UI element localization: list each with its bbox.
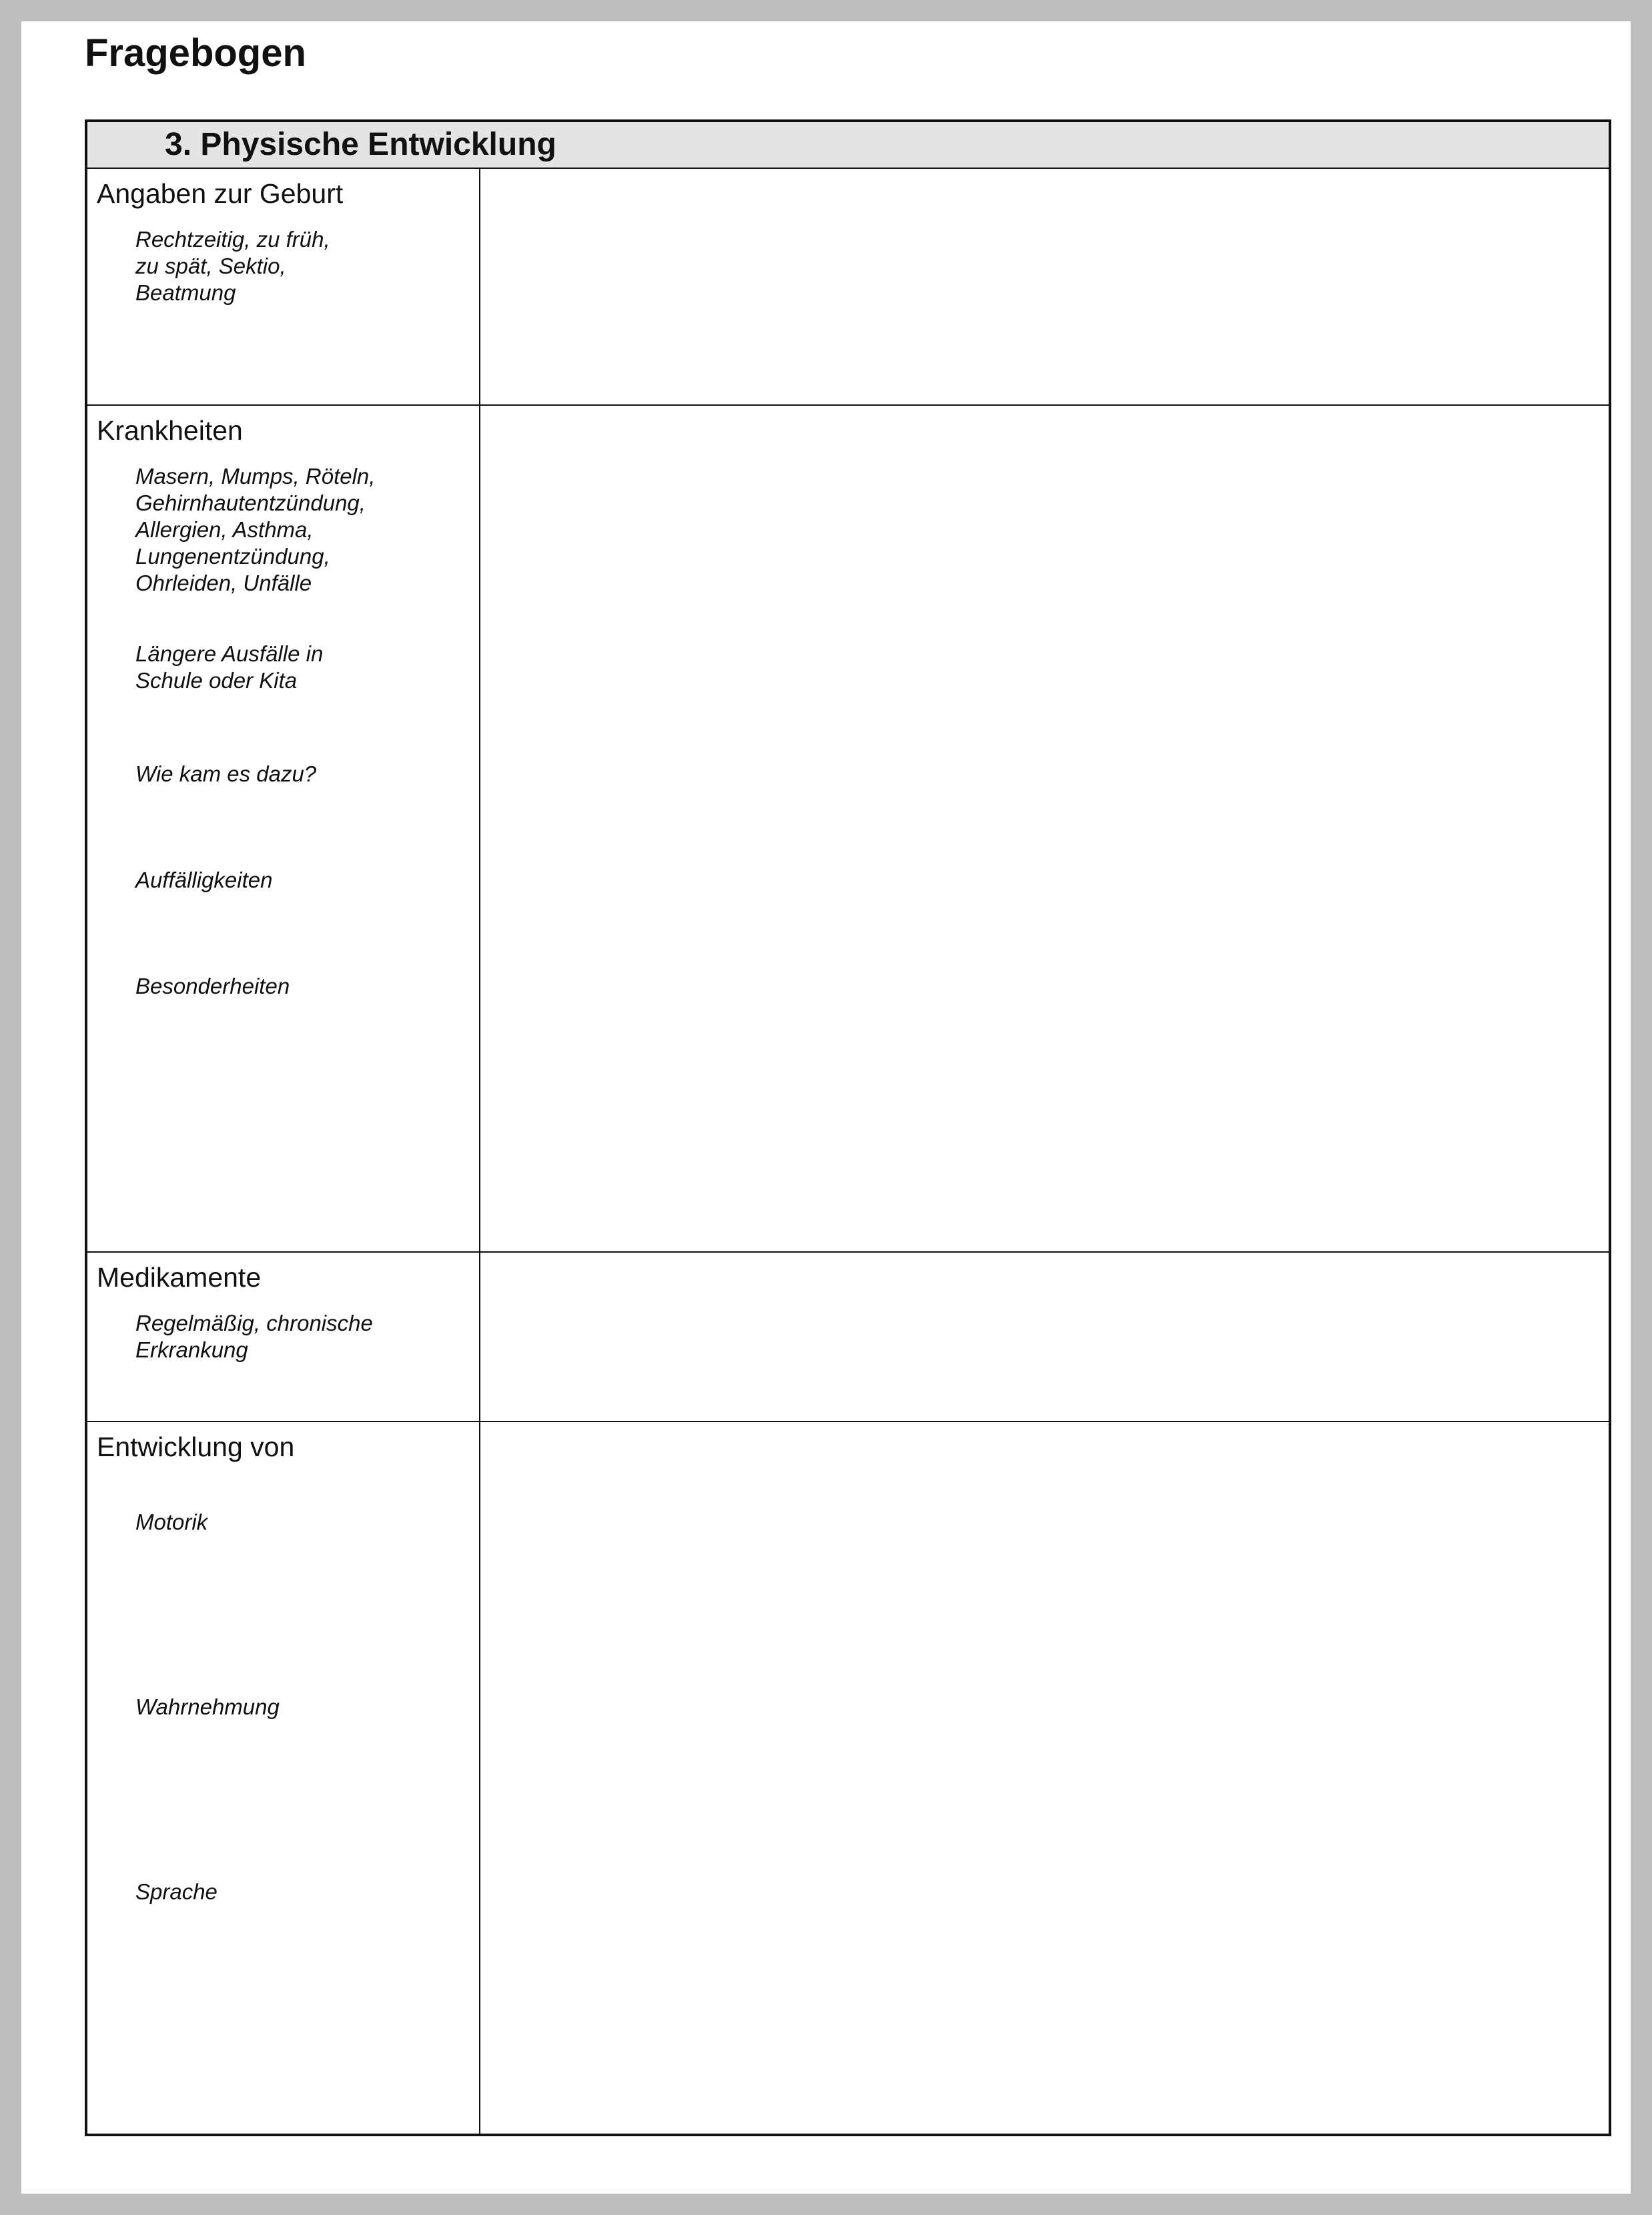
row-entwicklung <box>87 1422 1609 2134</box>
document-title: Fragebogen <box>85 31 306 75</box>
label-cell-krankheiten <box>87 406 480 1251</box>
row-label-geburt: Angaben zur Geburt <box>97 178 344 209</box>
hint-medikamente: Regelmäßig, chronische Erkrankung <box>135 1311 373 1362</box>
answer-field-geburt[interactable] <box>480 169 1609 404</box>
section-header <box>87 122 1609 169</box>
answer-field-krankheiten[interactable] <box>480 406 1609 1251</box>
section-title: 3. Physische Entwicklung <box>165 127 556 162</box>
hint-krankheiten-ursache: Wie kam es dazu? <box>135 761 317 786</box>
row-krankheiten <box>87 406 1609 1253</box>
hint-krankheiten-ausfaelle: Längere Ausfälle in Schule oder Kita <box>135 641 324 693</box>
row-label-medikamente: Medikamente <box>97 1262 262 1293</box>
label-cell-geburt <box>87 169 480 404</box>
document-page <box>21 21 1631 2194</box>
hint-geburt: Rechtzeitig, zu früh, zu spät, Sektio, Beatmung <box>135 227 330 305</box>
hint-entwicklung-sprache: Sprache <box>135 1879 218 1904</box>
row-medikamente <box>87 1253 1609 1422</box>
answer-field-medikamente[interactable] <box>480 1253 1609 1421</box>
hint-entwicklung-motorik: Motorik <box>135 1510 208 1534</box>
form-table <box>85 119 1611 2136</box>
answer-field-entwicklung[interactable] <box>480 1422 1609 2134</box>
label-cell-medikamente <box>87 1253 480 1421</box>
hint-krankheiten-liste: Masern, Mumps, Röteln, Gehirnhautentzündung, Allergien, Asthma, Lungenentzündung, Ohrleiden, Unfälle <box>135 464 376 595</box>
hint-entwicklung-wahrnehmung: Wahrnehmung <box>135 1694 280 1719</box>
hint-krankheiten-besonderheiten: Besonderheiten <box>135 974 290 998</box>
label-cell-entwicklung <box>87 1422 480 2134</box>
row-label-krankheiten: Krankheiten <box>97 415 243 446</box>
row-geburt <box>87 169 1609 406</box>
row-label-entwicklung: Entwicklung von <box>97 1432 295 1462</box>
hint-krankheiten-auffaelligkeiten: Auffälligkeiten <box>135 868 273 892</box>
